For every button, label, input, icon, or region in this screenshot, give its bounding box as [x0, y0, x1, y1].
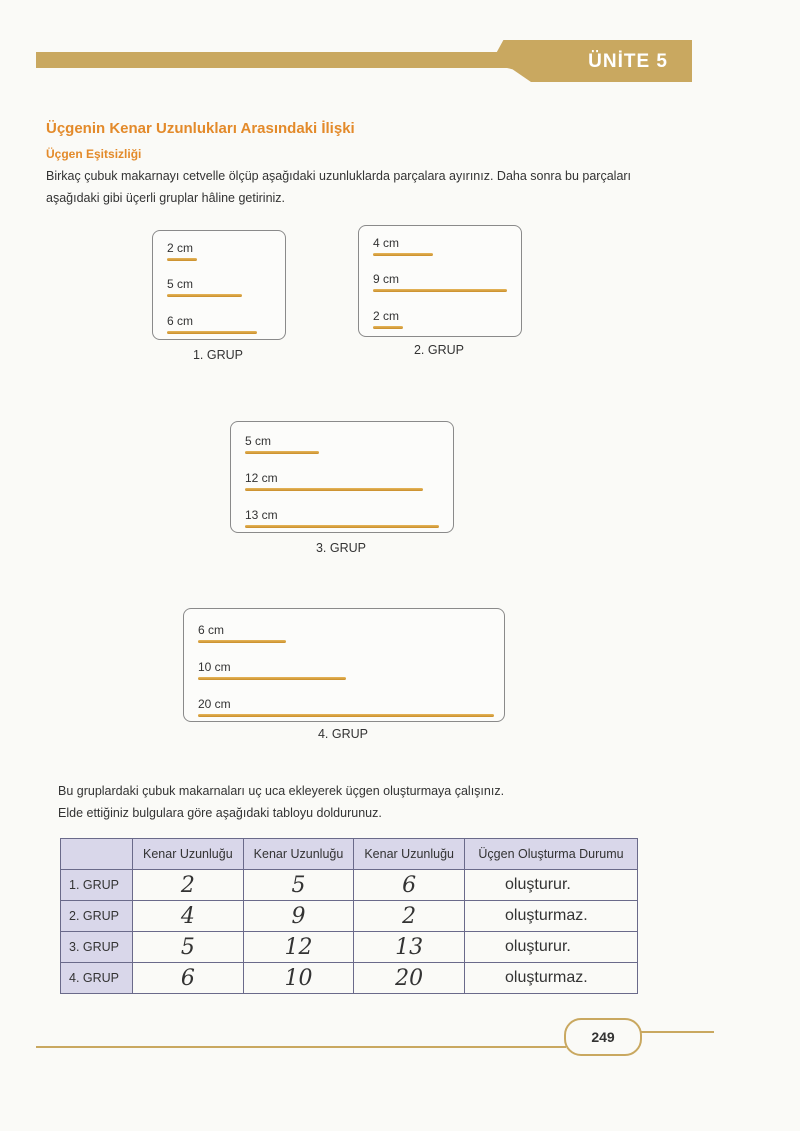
handwritten-value: 20: [354, 963, 465, 994]
handwritten-value: 2: [354, 901, 465, 932]
handwritten-value: 5: [133, 932, 244, 963]
stick-label: 13 cm: [245, 508, 278, 522]
handwritten-status: oluşturmaz.: [465, 901, 638, 932]
stick-label: 6 cm: [198, 623, 225, 637]
table-header-cell: Kenar Uzunluğu: [354, 839, 465, 870]
unit-banner: [36, 40, 692, 82]
row-label: 4. GRUP: [61, 963, 133, 994]
handwritten-value: 12: [243, 932, 354, 963]
group-box-3: [230, 421, 454, 533]
row-label: 2. GRUP: [61, 901, 133, 932]
handwritten-value: 13: [354, 932, 465, 963]
table-header-cell: Kenar Uzunluğu: [133, 839, 244, 870]
stick: [373, 326, 403, 329]
stick-label: 2 cm: [167, 241, 194, 255]
table-row: [61, 963, 638, 994]
row-label: 1. GRUP: [61, 870, 133, 901]
stick: [245, 525, 439, 528]
table-header-cell: [61, 839, 133, 870]
instructions: [58, 780, 658, 824]
intro-paragraph: Birkaç çubuk makarnayı cetvelle ölçüp aşağıdaki uzunluklarda parçalara ayırınız. Daha sonra bu parçaları aşağıdaki gibi üçerli gruplar hâline getiriniz.: [46, 169, 632, 205]
handwritten-value: 6: [354, 870, 465, 901]
stick: [245, 488, 423, 491]
stick: [373, 253, 433, 256]
stick-label: 4 cm: [373, 236, 400, 250]
group-caption-2: 2. GRUP: [413, 343, 464, 357]
footer-rule-right: [640, 1031, 714, 1033]
section-subtitle: Üçgen Eşitsizliği: [46, 147, 142, 161]
handwritten-value: 5: [243, 870, 354, 901]
table-row: [61, 870, 638, 901]
table-header-row: [61, 839, 638, 870]
instructions-line-1: Bu gruplardaki çubuk makarnaları uç uca ekleyerek üçgen oluşturmaya çalışınız.: [58, 784, 505, 798]
group-box-1: [152, 230, 286, 340]
stick: [198, 677, 346, 680]
stick-label: 12 cm: [245, 471, 278, 485]
page-number: 249: [564, 1018, 642, 1056]
stick: [167, 294, 242, 297]
table-header-cell: Kenar Uzunluğu: [243, 839, 354, 870]
stick-label: 5 cm: [167, 277, 194, 291]
group-caption-3: 3. GRUP: [315, 541, 366, 555]
table-row: [61, 901, 638, 932]
stick: [245, 451, 319, 454]
group-box-4: [183, 608, 505, 722]
stick-label: 20 cm: [198, 697, 231, 711]
footer-rule: [36, 1046, 566, 1048]
handwritten-value: 2: [133, 870, 244, 901]
section-title: Üçgenin Kenar Uzunlukları Arasındaki İlişki: [46, 120, 355, 137]
table-row: [61, 932, 638, 963]
stick: [198, 640, 286, 643]
stick: [167, 331, 257, 334]
stick-label: 6 cm: [167, 314, 194, 328]
handwritten-value: 10: [243, 963, 354, 994]
stick-label: 5 cm: [245, 434, 272, 448]
stick-label: 10 cm: [198, 660, 231, 674]
group-caption-1: 1. GRUP: [192, 348, 243, 362]
handwritten-status: oluşturur.: [465, 870, 638, 901]
handwritten-value: 9: [243, 901, 354, 932]
group-box-2: [358, 225, 522, 337]
handwritten-value: 4: [133, 901, 244, 932]
stick: [167, 258, 197, 261]
table-header-cell: Üçgen Oluşturma Durumu: [465, 839, 638, 870]
handwritten-value: 6: [133, 963, 244, 994]
instructions-line-2: Elde ettiğiniz bulgulara göre aşağıdaki tabloyu doldurunuz.: [58, 806, 382, 820]
row-label: 3. GRUP: [61, 932, 133, 963]
handwritten-status: oluşturur.: [465, 932, 638, 963]
stick-label: 9 cm: [373, 272, 400, 286]
unit-label: ÜNİTE 5: [588, 51, 668, 72]
handwritten-status: oluşturmaz.: [465, 963, 638, 994]
stick: [373, 289, 507, 292]
group-caption-4: 4. GRUP: [317, 727, 368, 741]
stick: [198, 714, 494, 717]
stick-label: 2 cm: [373, 309, 400, 323]
results-table: [60, 838, 638, 994]
